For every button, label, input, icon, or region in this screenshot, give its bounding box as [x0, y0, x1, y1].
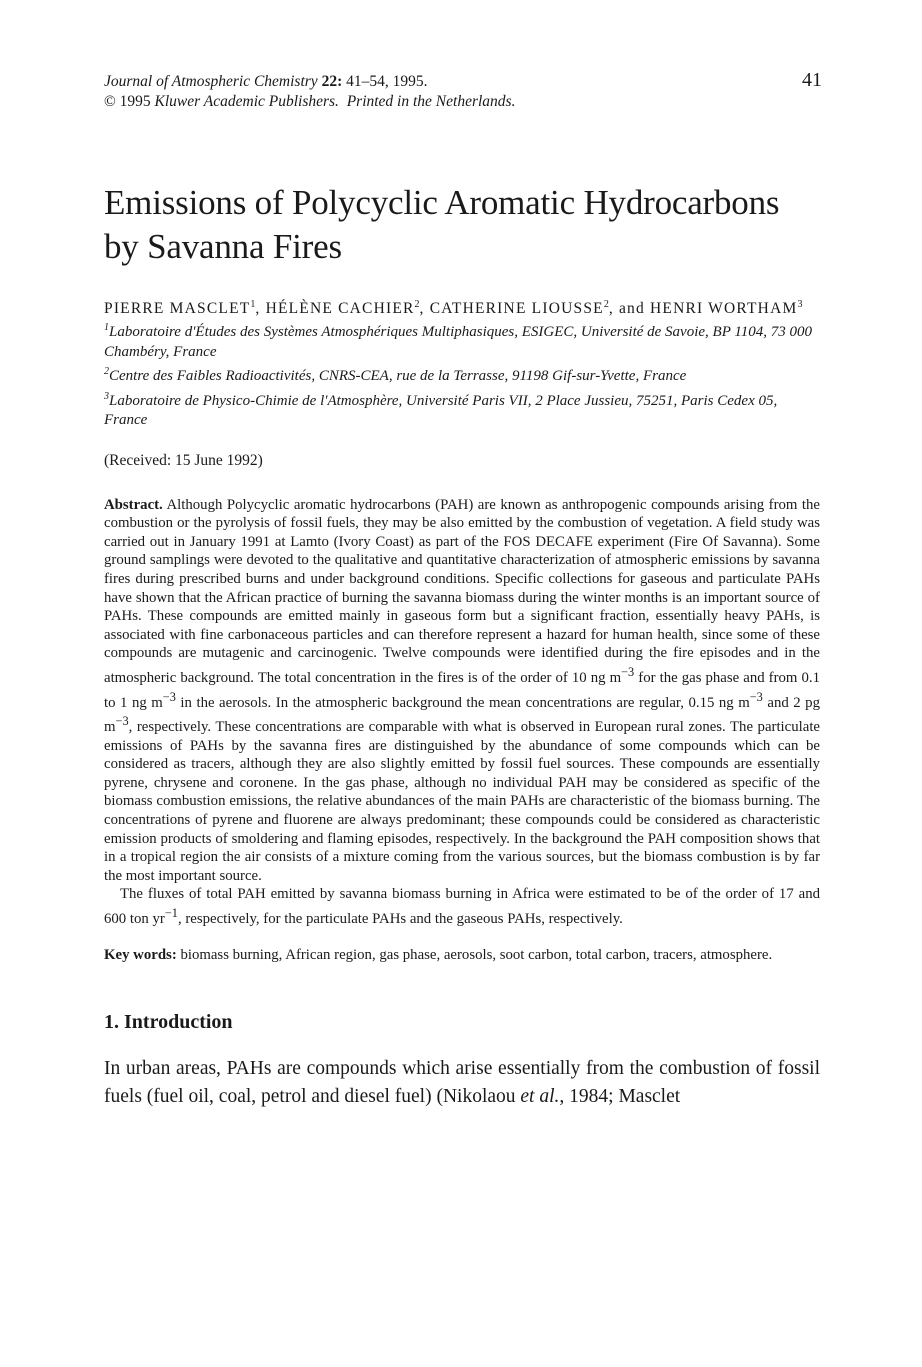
author-affiliation-mark: 3 [797, 299, 803, 310]
affiliation-text: Centre des Faibles Radioactivités, CNRS-CEA, rue de la Terrasse, 91198 Gif-sur-Yvette, France [109, 368, 687, 385]
copyright-line [104, 92, 820, 112]
exponent: −1 [164, 905, 178, 920]
author-separator: , and [608, 300, 651, 318]
journal-name: Journal of Atmospheric Chemistry [104, 73, 318, 90]
author-affiliation-mark: 2 [414, 299, 420, 310]
abstract-text: in the aerosols. In the atmospheric background the mean concentrations are regular, 0.15 ng m [175, 694, 750, 711]
abstract [104, 496, 820, 929]
publisher: Kluwer Academic Publishers. [154, 93, 339, 110]
affiliation [104, 318, 820, 362]
affiliation-text: Laboratoire de Physico-Chimie de l'Atmosphère, Université Paris VII, 2 Place Jussieu, 75251, Paris Cedex 05, France [104, 392, 778, 429]
page-number: 41 [802, 69, 822, 91]
author-separator: , [255, 300, 266, 318]
abstract-text: The fluxes of total PAH emitted by savanna biomass burning in Africa were estimated to be of the order of 17 and 600 ton yr [104, 886, 820, 927]
intro-paragraph [104, 1055, 820, 1111]
abstract-text: for the gas phase and from 0.1 to 1 ng m [104, 669, 820, 711]
affiliation-mark: 2 [104, 366, 109, 378]
body-text: In urban areas, PAHs are compounds which arise essentially from the combustion of fossil fuels (fuel oil, coal, petrol and diesel fuel) (Nikolaou [104, 1058, 820, 1107]
abstract-text: , respectively, for the particulate PAHs and the gaseous PAHs, respectively. [177, 910, 623, 927]
abstract-text: and 2 pg m [104, 694, 820, 735]
author: HENRI WORTHAM [650, 300, 798, 318]
body-text-italic: et al. [520, 1086, 560, 1107]
exponent: −3 [115, 714, 129, 729]
author-list [104, 295, 820, 318]
keywords [104, 946, 820, 965]
abstract-text: Although Polycyclic aromatic hydrocarbons (PAH) are known as anthropogenic compounds arising from the combustion or the pyrolysis of fossil fuels, they may be also emitted by the combustion of vegetation. A field study was carried out in January 1991 at Lamto (Ivory Coast) as part of the FOS DECAFE experiment (Fire Of Savanna). Some ground samplings were devoted to the qualitative and quantitative characterization of atmospheric emissions by savanna fires during prescribed burns and under background conditions. Specific collections for gaseous and particulate PAHs have shown that the African practice of burning the savanna biomass during the winter months is an important source of PAHs. These compounds are emitted mainly in gaseous form but a significant fraction, essentially heavy PAHs, is associated with fine carbonaceous particles and can therefore represent a hazard for human health, since some of these compounds are mutagenic and carcinogenic. Twelve compounds were identified during the fire episodes and in the atmospheric background. The total concentration in the fires is of the order of 10 ng m [104, 496, 820, 686]
keywords-label: Key words: [104, 947, 177, 964]
received-date: (Received: 15 June 1992) [104, 451, 263, 469]
journal-header [104, 69, 822, 112]
affiliation-mark: 3 [104, 390, 109, 402]
abstract-paragraph [104, 885, 820, 928]
affiliation-text: Laboratoire d'Études des Systèmes Atmosphériques Multiphasiques, ESIGEC, Université de Savoie, BP 1104, 73 000 Chambéry, France [104, 324, 812, 360]
author: CATHERINE LIOUSSE [429, 300, 604, 318]
affiliation [104, 362, 820, 387]
exponent: −3 [621, 665, 635, 679]
copyright: © 1995 [104, 93, 151, 110]
author-separator: , [419, 300, 430, 318]
abstract-label: Abstract. [104, 496, 163, 513]
abstract-paragraph [104, 496, 820, 886]
exponent: −3 [162, 689, 176, 704]
body-text: , 1984; Masclet [559, 1086, 681, 1107]
keywords-text: biomass burning, African region, gas phase, aerosols, soot carbon, total carbon, tracers, atmosphere. [176, 947, 773, 964]
author-affiliation-mark: 1 [250, 299, 256, 310]
journal-citation-line [104, 69, 822, 92]
author: PIERRE MASCLET [104, 300, 251, 318]
affiliation [104, 387, 820, 431]
exponent: −3 [749, 689, 763, 704]
printed-in: Printed in the Netherlands. [346, 93, 516, 110]
journal-pages: 41–54, 1995. [342, 73, 428, 90]
page [104, 69, 822, 1111]
journal-volume: 22: [321, 73, 343, 90]
author-affiliation-mark: 2 [603, 299, 609, 310]
affiliation-mark: 1 [104, 322, 109, 334]
section-heading: 1. Introduction [104, 1011, 233, 1033]
paper-title: Emissions of Polycyclic Aromatic Hydrocarbons by Savanna Fires [104, 183, 780, 266]
abstract-text: , respectively. These concentrations are comparable with what is observed in European rural zones. The particulate emissions of PAHs by the savanna fires are distinguished by the abundance of some compounds which can be considered as tracers, although they are also slightly emitted by fossil fuel sources. These compounds are essentially pyrene, chrysene and coronene. In the gas phase, although no individual PAH may be considered as specific of the biomass combustion emissions, the relative abundances of the main PAHs are characteristic of the biomass burning. The concentrations of pyrene and fluorene are always predominant; these compounds could be considered as characteristic emission products of smoldering and flaming episodes, respectively. In the background the PAH composition shows that in a tropical region the air consists of a mixture coming from the various sources, but the biomass combustion is by far the most important source. [104, 718, 820, 884]
author: HÉLÈNE CACHIER [265, 300, 415, 318]
